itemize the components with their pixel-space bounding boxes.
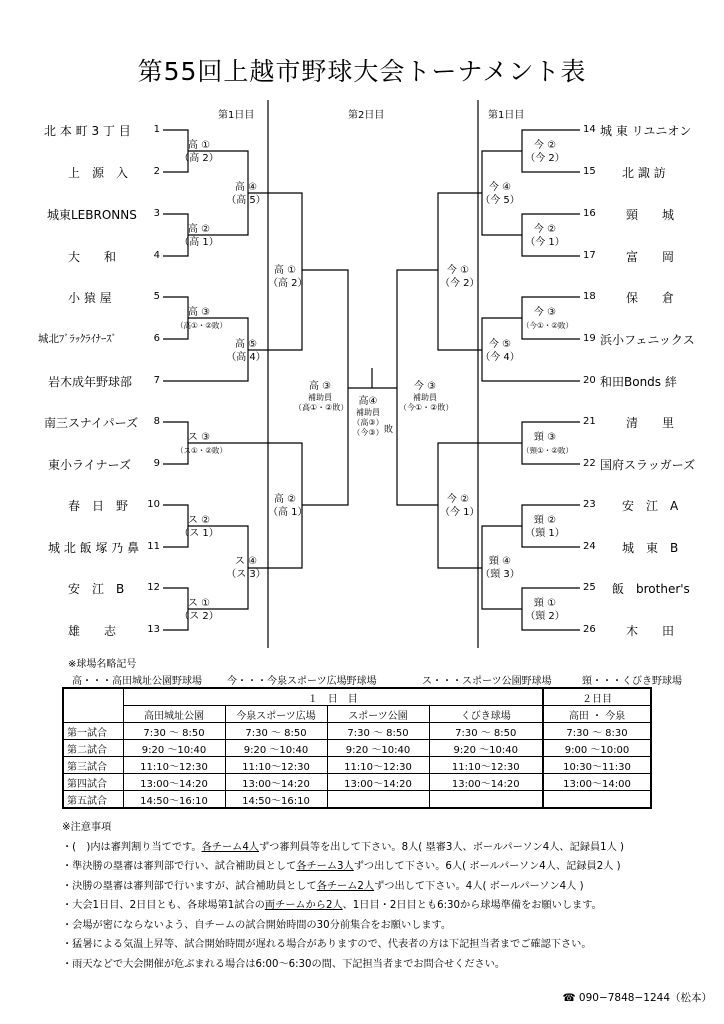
team-number: 7 bbox=[153, 375, 160, 386]
team-name: 小 猿 屋 bbox=[68, 291, 112, 305]
team-name: 浜小フェニックス bbox=[600, 333, 695, 347]
legend-item: 高・・・高田城址公園野球場 bbox=[72, 676, 202, 687]
team-name: 城北ﾌﾞﾗｯｸﾗｲﾅｰｽﾞ bbox=[38, 333, 117, 345]
team-name: 北 諏 訪 bbox=[622, 166, 666, 180]
team-name: 上 源 入 bbox=[68, 166, 129, 180]
team-number: 10 bbox=[147, 499, 160, 510]
team-name: 清 里 bbox=[626, 416, 675, 430]
team-number: 22 bbox=[583, 458, 596, 469]
team-number: 8 bbox=[153, 416, 160, 427]
match-label: ス ② （ス 1） bbox=[179, 515, 219, 539]
note-item: ・準決勝の塁審は審判部で行い、試合補助員として各チーム3人ずつ出して下さい。6人( ボールパーソン4人、記録員2人 ) bbox=[62, 861, 621, 872]
venue-header: くびき球場 bbox=[429, 706, 543, 723]
venue-header: スポーツ公園 bbox=[327, 706, 429, 723]
team-number: 25 bbox=[583, 582, 596, 593]
note-item: ・決勝の塁審は審判部で行いますが、試合補助員として各チーム2人ずつ出して下さい。4人( ボールパーソン4人 ) bbox=[62, 880, 584, 892]
legend-item: 今・・・今泉スポーツ広場野球場 bbox=[227, 676, 377, 687]
team-number: 13 bbox=[147, 624, 160, 635]
team-number: 26 bbox=[583, 624, 596, 635]
team-name: 国府スラッガーズ bbox=[600, 458, 696, 472]
final-loss-mark: 敗 bbox=[384, 425, 394, 435]
legend-header: ※球場名略記号 bbox=[68, 659, 137, 670]
team-name: 北 本 町 3 丁 目 bbox=[44, 124, 131, 138]
schedule-table bbox=[62, 687, 652, 809]
note-item: ・大会1日目、2日目とも、各球場第1試合の両チームから2人、1日目・2日目とも6:30から球場準備をお願いします。 bbox=[62, 900, 602, 911]
team-number: 2 bbox=[153, 166, 160, 177]
day-header-center: 第2日目 bbox=[348, 110, 385, 121]
legend-item: ス・・・スポーツ公園野球場 bbox=[422, 676, 552, 687]
day-header-right: 第1日目 bbox=[488, 110, 525, 121]
team-name: 城 北 飯 塚 乃 鼻 bbox=[48, 541, 140, 555]
match-label: 頸 ④ （頸 3） bbox=[480, 556, 520, 580]
team-number: 1 bbox=[153, 124, 160, 135]
team-name: 富 岡 bbox=[626, 250, 675, 264]
team-number: 20 bbox=[583, 375, 596, 386]
match-label: ス ① （ス 2） bbox=[179, 598, 219, 622]
match-label: 今 ② （今 1） bbox=[440, 494, 480, 518]
team-number: 23 bbox=[583, 499, 596, 510]
team-name: 安 江 B bbox=[68, 582, 125, 596]
day1-header: １ 日 目 bbox=[123, 688, 543, 706]
legend-item: 頸・・・くびき野球場 bbox=[582, 676, 682, 687]
match-label: ス ③ （ス①・②敗） bbox=[176, 432, 227, 455]
match-label: ス ④ （ス 3） bbox=[226, 556, 266, 580]
team-name: 保 倉 bbox=[626, 291, 675, 305]
team-number: 12 bbox=[147, 582, 160, 593]
match-label: 今 ⑤ （今 4） bbox=[480, 339, 520, 363]
table-row: 第五試合 14:50～16:10 14:50～16:10 bbox=[63, 791, 651, 809]
team-name: 城 東 B bbox=[622, 541, 679, 555]
team-number: 16 bbox=[583, 208, 596, 219]
match-label: 高 ① （高 2） bbox=[179, 140, 219, 164]
team-number: 6 bbox=[153, 333, 160, 344]
venue-header: 今泉スポーツ広場 bbox=[225, 706, 327, 723]
match-label: 頸 ③ （頸①・②敗） bbox=[522, 432, 573, 455]
match-label: 高 ② （高 1） bbox=[179, 224, 219, 248]
team-number: 4 bbox=[153, 250, 160, 261]
match-label: 頸 ① （頸 2） bbox=[525, 598, 565, 622]
table-row: 第四試合 13:00～14:20 13:00～14:20 13:00～14:20 13:00～14:20 13:00～14:00 bbox=[63, 774, 651, 791]
match-label: 高 ② （高 1） bbox=[268, 494, 308, 518]
team-name: 城東LEBRONNS bbox=[47, 208, 137, 222]
team-name: 雄 志 bbox=[68, 624, 117, 638]
match-label: 高 ④ （高 5） bbox=[226, 182, 266, 206]
team-name: 木 田 bbox=[626, 624, 675, 638]
match-label: 今 ③ （今①・②敗） bbox=[522, 307, 573, 330]
team-number: 18 bbox=[583, 291, 596, 302]
team-name: 和田Bonds 絆 bbox=[600, 375, 677, 389]
match-label: 今 ② （今 1） bbox=[525, 224, 565, 248]
match-label: 今 ① （今 2） bbox=[440, 265, 480, 289]
match-label: 高 ③ （高①・②敗） bbox=[176, 307, 227, 330]
contact-phone: ☎ 090−7848−1244（松本） bbox=[562, 992, 712, 1004]
match-label: 頸 ② （頸 1） bbox=[525, 515, 565, 539]
venue-header: 高田城址公園 bbox=[123, 706, 225, 723]
notes-section bbox=[62, 818, 624, 974]
page-title: 第55回上越市野球大会トーナメント表 bbox=[137, 57, 587, 86]
team-number: 11 bbox=[147, 541, 160, 552]
table-row: 第一試合 7:30 ～ 8:50 7:30 ～ 8:50 7:30 ～ 8:50 7:30 ～ 8:50 7:30 ～ 8:30 bbox=[63, 723, 651, 740]
match-label: 今 ② （今 2） bbox=[525, 140, 565, 164]
team-number: 24 bbox=[583, 541, 596, 552]
match-label: 高 ⑤ （高 4） bbox=[226, 339, 266, 363]
day2-header: ２日目 bbox=[543, 688, 651, 706]
team-number: 15 bbox=[583, 166, 596, 177]
team-name: 城 東 リユニオン bbox=[600, 124, 692, 138]
day-header-left: 第1日目 bbox=[218, 110, 255, 121]
venue-header: 高田 ・ 今泉 bbox=[543, 706, 651, 723]
team-name: 飯 brother's bbox=[612, 582, 690, 596]
team-number: 19 bbox=[583, 333, 596, 344]
team-name: 頸 城 bbox=[626, 208, 675, 222]
team-name: 安 江 A bbox=[622, 499, 679, 513]
note-item: ・猛暑による気温上昇等、試合開始時間が遅れる場合がありますので、代表者の方は下記担当者までご確認下さい。 bbox=[62, 939, 592, 950]
note-item: ・雨天などで大会開催が危ぶまれる場合は6:00～6:30の間、下記担当者までお問合せください。 bbox=[62, 958, 506, 970]
venue-legend bbox=[72, 672, 692, 687]
semifinal-right-label: 今 ③ 補助員 （今①・②敗） bbox=[399, 381, 454, 412]
team-number: 14 bbox=[583, 124, 596, 135]
match-label: 高 ① （高 2） bbox=[268, 265, 308, 289]
team-name: 東小ライナーズ bbox=[48, 458, 132, 472]
table-row: 第三試合 11:10～12:30 11:10～12:30 11:10～12:30 11:10～12:30 10:30～11:30 bbox=[63, 757, 651, 774]
semifinal-left-label: 高 ③ 補助員 （高①・②敗） bbox=[294, 381, 349, 412]
team-name: 大 和 bbox=[68, 250, 117, 264]
final-label: 高④ 補助員 （高③） （今③） bbox=[352, 396, 384, 437]
team-name: 春 日 野 bbox=[68, 499, 129, 513]
team-number: 9 bbox=[153, 458, 160, 469]
note-item: ・( )内は審判割り当てです。各チーム4人ずつ審判員等を出して下さい。8人( 塁審3人、ボールパーソン4人、記録員1人 ) bbox=[62, 841, 625, 853]
team-number: 5 bbox=[153, 291, 160, 302]
team-number: 21 bbox=[583, 416, 596, 427]
team-name: 岩木成年野球部 bbox=[48, 375, 133, 389]
note-item: ・会場が密にならないよう、自チームの試合開始時間の30分前集合をお願いします。 bbox=[62, 919, 452, 931]
notes-header: ※注意事項 bbox=[62, 822, 112, 833]
table-row: 第二試合 9:20 ～10:40 9:20 ～10:40 9:20 ～10:40 9:20 ～10:40 9:00 ～10:00 bbox=[63, 740, 651, 757]
team-name: 南三スナイパーズ bbox=[44, 416, 139, 430]
team-number: 17 bbox=[583, 250, 596, 261]
match-label: 今 ④ （今 5） bbox=[480, 182, 520, 206]
team-number: 3 bbox=[153, 208, 160, 219]
